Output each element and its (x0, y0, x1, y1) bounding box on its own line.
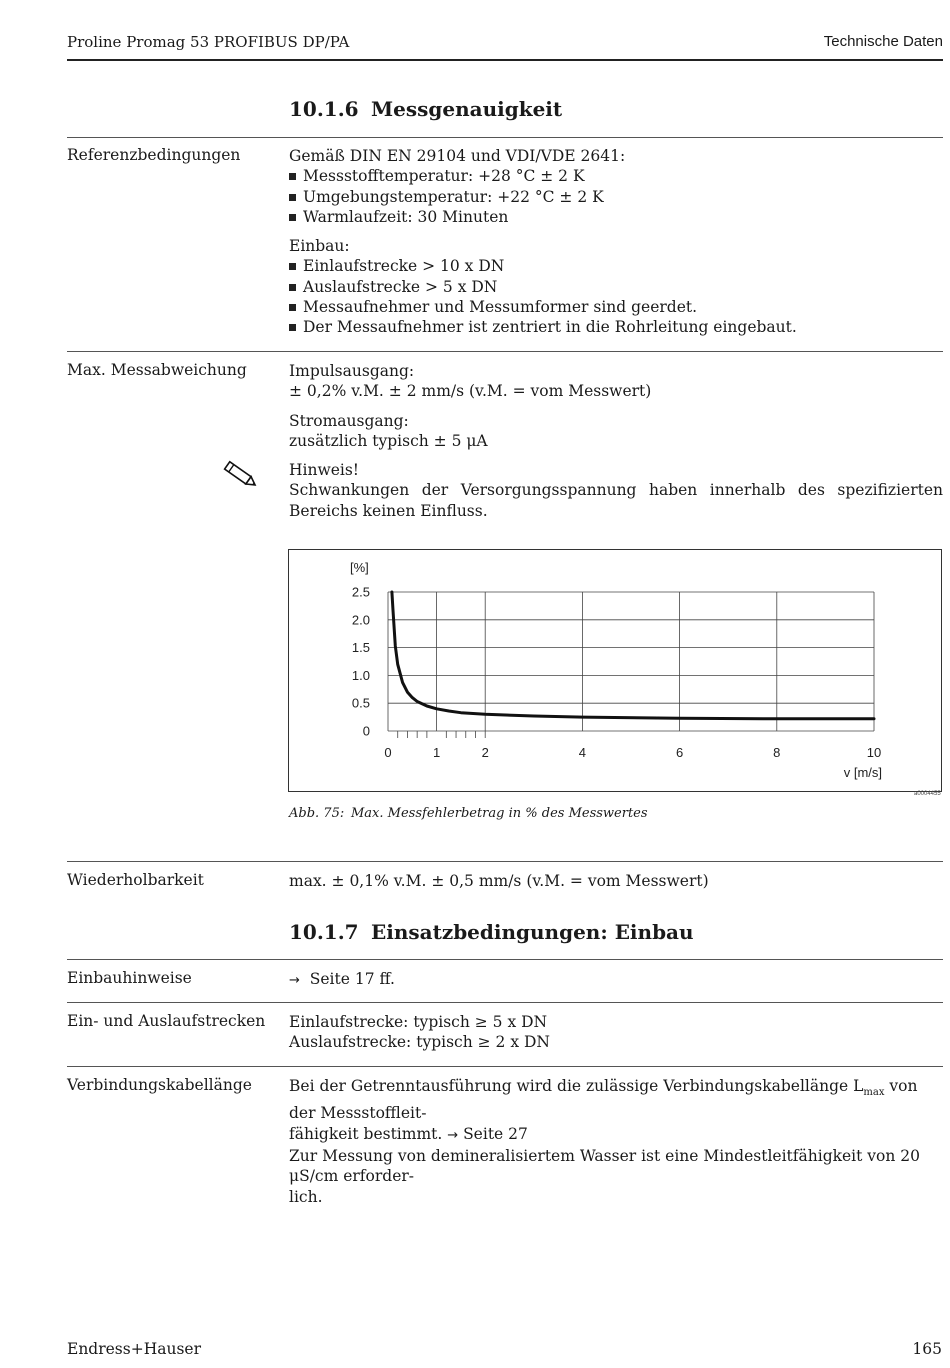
section-number: 10.1.6 (289, 97, 359, 121)
caption-text: Max. Messfehlerbetrag in % des Messwertes (351, 806, 648, 821)
wiederholbarkeit-text: max. ± 0,1% v.M. ± 0,5 mm/s (v.M. = vom Messwert) (289, 872, 709, 890)
row-label-wiederholbarkeit: Wiederholbarkeit (67, 871, 204, 889)
einbau-title: Einbau: (289, 237, 350, 256)
einlauf-line: Einlaufstrecke: typisch ≥ 5 x DN (289, 1013, 548, 1031)
x-tick-label: 2 (481, 745, 489, 760)
list-item: Warmlaufzeit: 30 Minuten (289, 207, 943, 227)
strom-title: Stromausgang: (289, 411, 409, 430)
arrow-right-icon: → (447, 1127, 459, 1143)
footer-brand: Endress+Hauser (67, 1340, 201, 1358)
list-item: Einlaufstrecke > 10 x DN (289, 256, 943, 276)
divider (67, 861, 943, 862)
x-tick-label: 4 (578, 745, 587, 760)
kabel-content: Bei der Getrenntausführung wird die zulässige Verbindungskabellänge $L_{max}$ von der Messstoffleit- fähigkeit bestimmt. → Seite 27 Zur Messung von demineralisiertem Wasser ist eine Mindestleitfähigkeit von 20 μS/cm erforder- lich. (289, 1077, 921, 1206)
referenz-intro: Gemäß DIN EN 29104 und VDI/VDE 2641: (289, 147, 626, 165)
y-tick-label: 0 (362, 723, 370, 739)
strom-text: zusätzlich typisch ± 5 μA (289, 431, 488, 450)
impuls-text: ± 0,2% v.M. ± 2 mm/s (v.M. = vom Messwert) (289, 382, 652, 401)
y-tick-label: 0.5 (351, 695, 370, 711)
messabweichung-content (289, 361, 943, 521)
chart-svg (289, 550, 943, 793)
divider (67, 1066, 943, 1067)
section-title: Messgenauigkeit (371, 97, 563, 121)
x-tick-label: 6 (675, 745, 684, 760)
section-heading-2 (289, 920, 694, 944)
divider (67, 959, 943, 960)
row-label-einbauhinweise: Einbauhinweise (67, 969, 192, 987)
hinweis-text: Schwankungen der Versorgungsspannung haben innerhalb des spezifizierten Bereichs keinen Einfluss. (289, 481, 943, 520)
y-tick-label: 1.0 (351, 667, 370, 683)
einbauhinweise-content (289, 969, 943, 991)
x-tick-label: 10 (866, 745, 882, 760)
referenz-content (289, 146, 943, 338)
row-label-kabellaenge: Verbindungskabellänge (67, 1076, 252, 1094)
list-item: Messaufnehmer und Messumformer sind geerdet. (289, 297, 943, 317)
figure-id: a0004455 (914, 791, 941, 797)
impuls-title: Impulsausgang: (289, 362, 415, 380)
y-tick-label: 2.0 (351, 612, 370, 628)
caption-number: Abb. 75: (289, 806, 345, 821)
divider (67, 351, 943, 352)
y-tick-label: 2.5 (351, 584, 370, 600)
error-curve-chart (288, 549, 942, 792)
section-title: Einsatzbedingungen: Einbau (371, 920, 694, 944)
header-section: Technische Daten (823, 33, 943, 50)
einlauf-content (289, 1012, 943, 1053)
page-reference-link[interactable]: Seite 17 ff. (309, 970, 395, 988)
section-heading-1 (289, 97, 562, 121)
divider (67, 137, 943, 138)
y-tick-label: 1.5 (351, 640, 370, 656)
header-rule (67, 59, 943, 61)
x-tick-label: 1 (432, 745, 441, 760)
page-number: 165 (912, 1340, 942, 1358)
list-item: Auslaufstrecke > 5 x DN (289, 277, 943, 297)
row-label-max-messabweichung: Max. Messabweichung (67, 361, 247, 379)
x-axis-label: v [m/s] (843, 765, 882, 780)
x-tick-label: 8 (773, 745, 781, 760)
series-line (392, 592, 874, 719)
hinweis-title: Hinweis! (289, 461, 360, 480)
figure-caption (289, 806, 648, 821)
list-item: Umgebungstemperatur: +22 °C ± 2 K (289, 187, 943, 207)
header-title: Proline Promag 53 PROFIBUS DP/PA (67, 33, 350, 51)
x-tick-label: 0 (384, 745, 392, 760)
page-reference-link[interactable]: Seite 27 (458, 1124, 528, 1143)
y-axis-label: [%] (350, 560, 369, 575)
section-number: 10.1.7 (289, 920, 359, 944)
pencil-note-icon (220, 458, 260, 492)
divider (67, 1002, 943, 1003)
list-item: Der Messaufnehmer ist zentriert in die Rohrleitung eingebaut. (289, 317, 943, 337)
row-label-einlaufstrecken: Ein- und Auslaufstrecken (67, 1012, 266, 1030)
arrow-right-icon: → (289, 973, 300, 988)
auslauf-line: Auslaufstrecke: typisch ≥ 2 x DN (289, 1033, 550, 1052)
list-item: Messstofftemperatur: +28 °C ± 2 K (289, 166, 943, 186)
row-label-referenz: Referenzbedingungen (67, 146, 241, 164)
